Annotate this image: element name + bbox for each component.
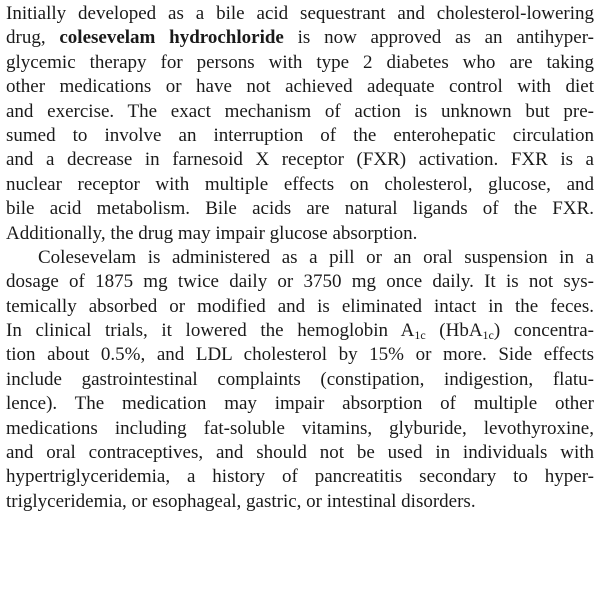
paragraph-line: lence). The medication may impair absorption of multiple other (6, 393, 594, 415)
paragraph-line (6, 319, 594, 343)
paragraph-line: Colesevelam is administered as a pill or an oral suspension in a (38, 246, 594, 268)
paragraph-2 (6, 246, 594, 514)
text-run: is now approved as an antihyper- (283, 27, 595, 49)
text-run: ) concentra- (493, 320, 594, 342)
paragraph-line: hypertriglyceridemia, a history of pancreatitis secondary to hyper- (6, 466, 594, 488)
text-run: In clinical trials, it lowered the hemoglobin A (6, 320, 415, 342)
paragraph-line: triglyceridemia, or esophageal, gastric, or intestinal disorders. (6, 490, 476, 512)
paragraph-line: Additionally, the drug may impair glucose absorption. (6, 222, 418, 244)
paragraph-line: dosage of 1875 mg twice daily or 3750 mg once daily. It is not sys- (6, 271, 594, 293)
subscript: 1c (414, 328, 426, 343)
paragraph-line: include gastrointestinal complaints (constipation, indigestion, flatu- (6, 368, 594, 390)
paragraph-line: nuclear receptor with multiple effects on cholesterol, glucose, and (6, 173, 594, 195)
paragraph-line: Initially developed as a bile acid sequestrant and cholesterol-lowering (6, 3, 594, 24)
paragraph-line: and oral contraceptives, and should not be used in individuals with (6, 442, 594, 464)
paragraph-line: medications including fat-soluble vitamins, glyburide, levothyroxine, (6, 417, 594, 439)
paragraph-1 (6, 2, 594, 246)
paragraph-line: and exercise. The exact mechanism of action is unknown but pre- (6, 100, 594, 122)
paragraph-line: bile acid metabolism. Bile acids are natural ligands of the FXR. (6, 198, 594, 220)
subscript: 1c (482, 328, 494, 343)
paragraph-line: tion about 0.5%, and LDL cholesterol by 15% or more. Side effects (6, 344, 594, 366)
paragraph-line: sumed to involve an interruption of the enterohepatic circulation (6, 124, 594, 146)
paragraph-line: glycemic therapy for persons with type 2 diabetes who are taking (6, 51, 594, 73)
paragraph-line: other medications or have not achieved adequate control with diet (6, 76, 594, 98)
text-run: drug, (6, 27, 60, 49)
paragraph-line: temically absorbed or modified and is eliminated intact in the feces. (6, 295, 594, 317)
body-text (6, 2, 594, 514)
drug-name-term: colesevelam hydrochloride (59, 27, 284, 49)
paragraph-line: and a decrease in farnesoid X receptor (FXR) activation. FXR is a (6, 149, 594, 171)
paragraph-line (6, 26, 594, 50)
text-run: (HbA (425, 320, 483, 342)
